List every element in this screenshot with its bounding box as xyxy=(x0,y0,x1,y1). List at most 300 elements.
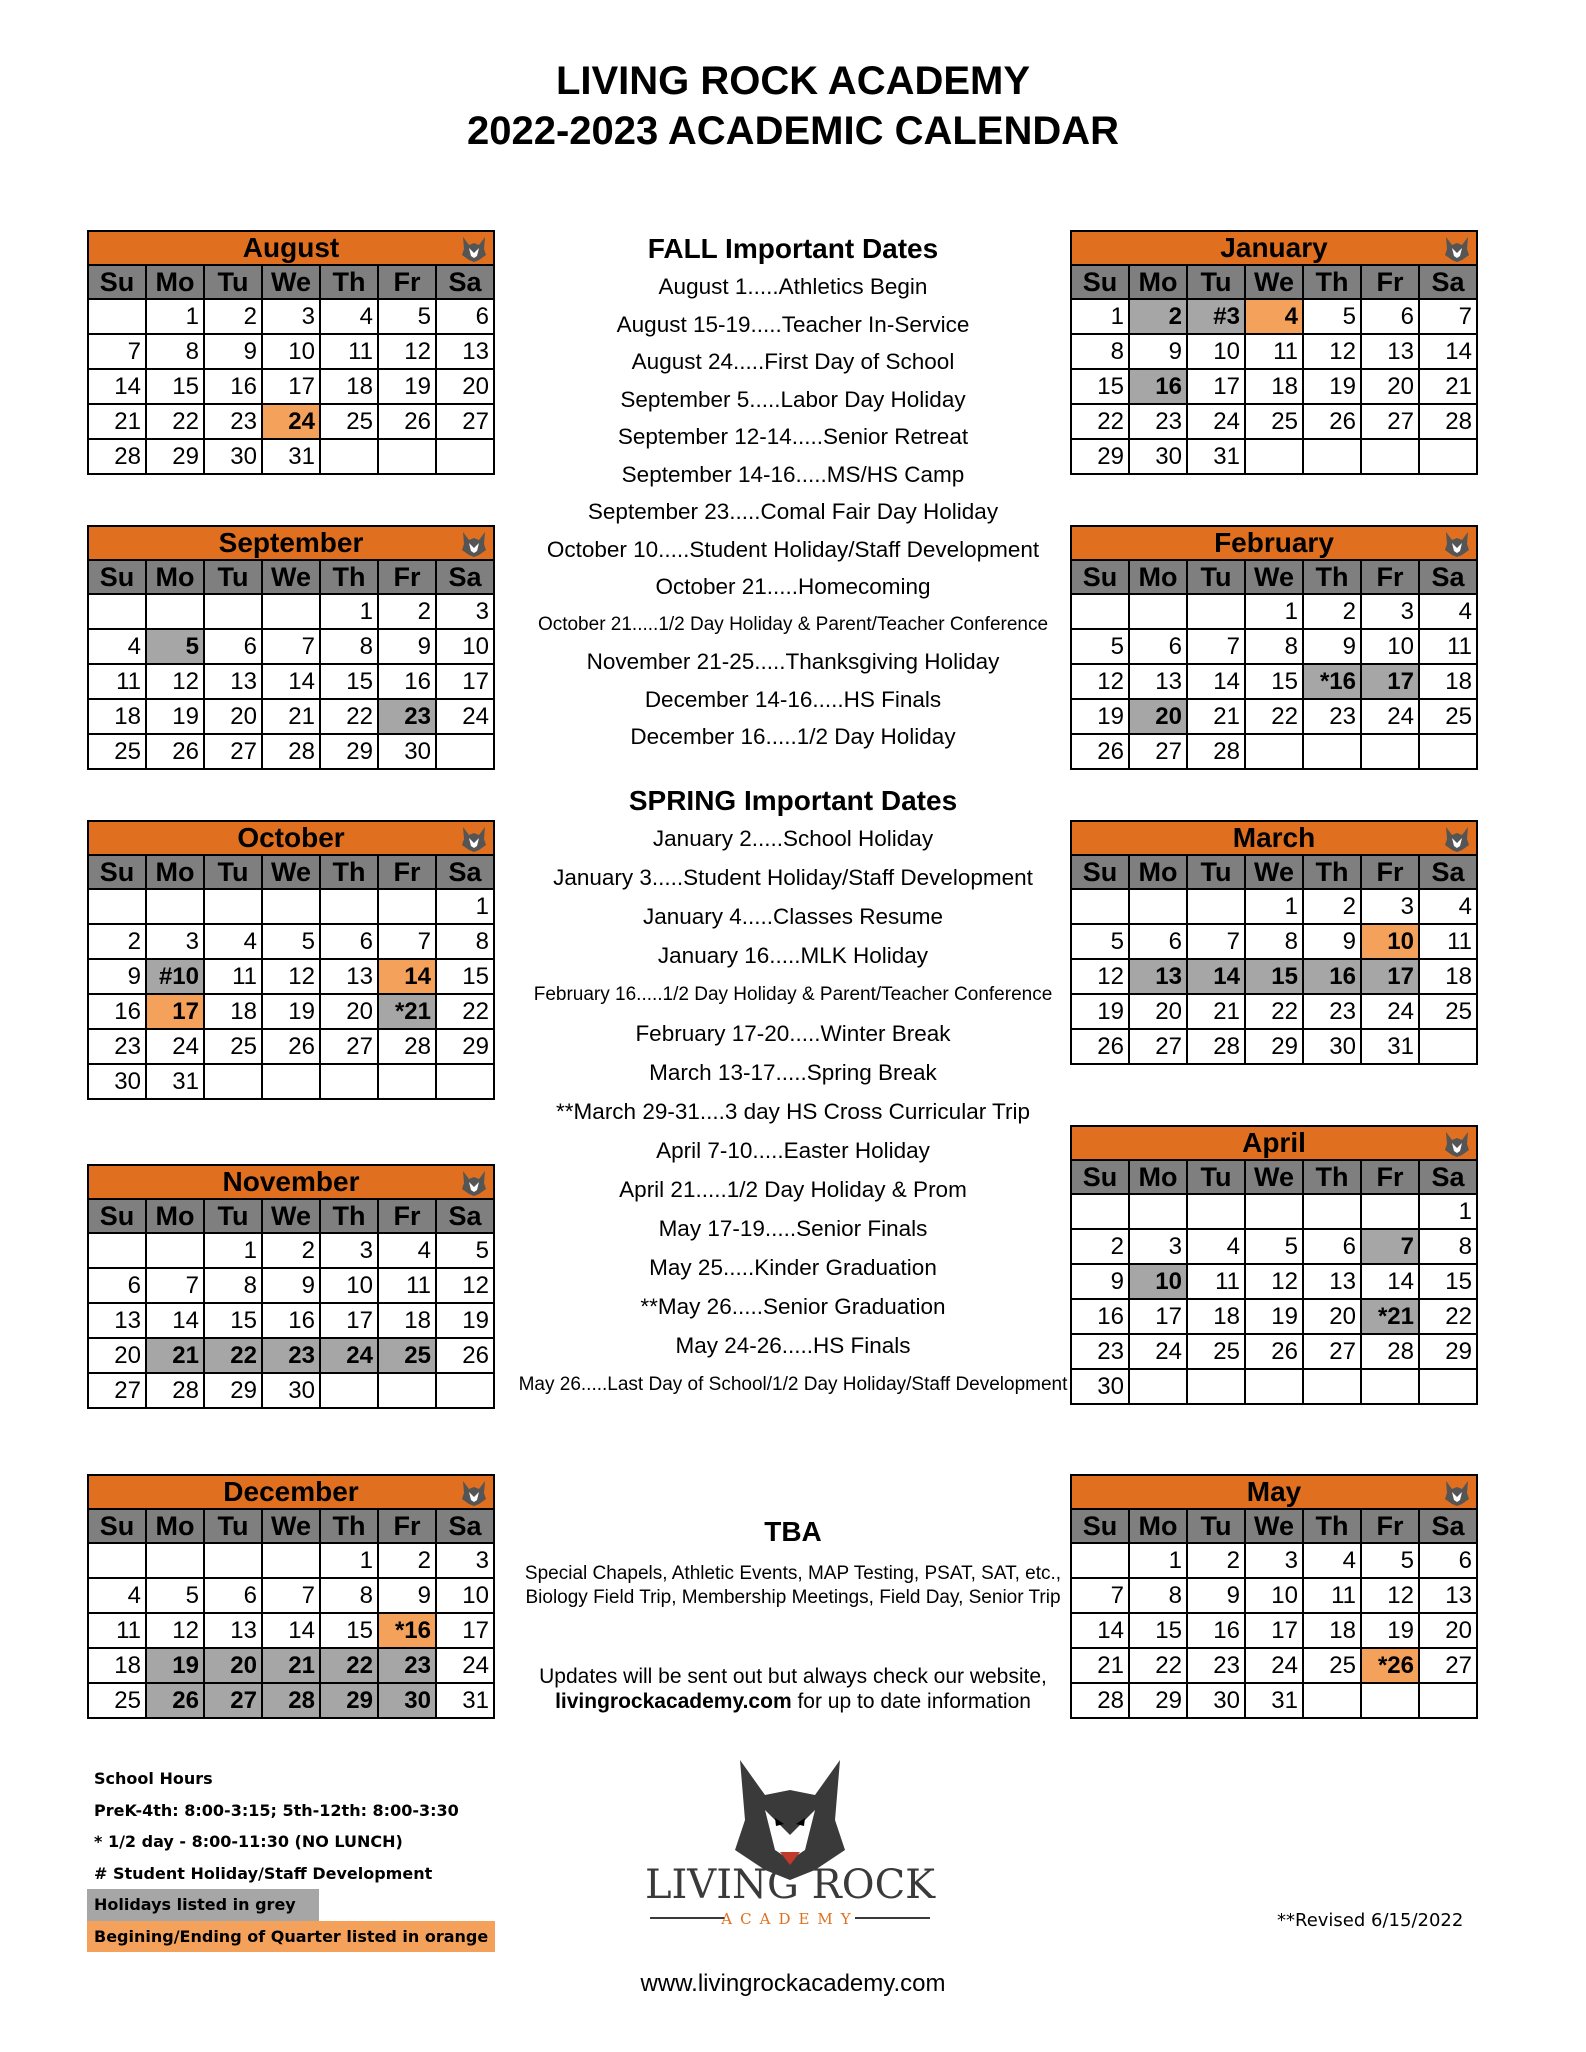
day-cell: 28 xyxy=(262,1683,320,1718)
day-cell: 21 xyxy=(262,1648,320,1683)
day-cell: 10 xyxy=(1361,924,1419,959)
day-cell: 19 xyxy=(1071,699,1129,734)
day-cell: 19 xyxy=(1361,1613,1419,1648)
day-cell: 28 xyxy=(1187,1029,1245,1064)
weekday-header: We xyxy=(262,560,320,594)
day-cell: 3 xyxy=(1361,889,1419,924)
day-cell: 13 xyxy=(1129,959,1187,994)
day-cell: 4 xyxy=(378,1233,436,1268)
day-cell: 12 xyxy=(1245,1264,1303,1299)
day-cell: 12 xyxy=(146,664,204,699)
wolf-icon xyxy=(1442,234,1472,264)
weekday-header: Mo xyxy=(1129,560,1187,594)
day-cell: 15 xyxy=(146,369,204,404)
day-cell: *16 xyxy=(1303,664,1361,699)
day-cell: 7 xyxy=(88,334,146,369)
weekday-header: Fr xyxy=(378,855,436,889)
day-cell: 6 xyxy=(204,629,262,664)
day-cell: 19 xyxy=(262,994,320,1029)
day-cell: 3 xyxy=(262,299,320,334)
weekday-header: Th xyxy=(1303,855,1361,889)
day-cell: 16 xyxy=(1187,1613,1245,1648)
day-cell xyxy=(1187,594,1245,629)
day-cell: 24 xyxy=(436,1648,494,1683)
day-cell: 29 xyxy=(1129,1683,1187,1718)
day-cell: 25 xyxy=(1419,994,1477,1029)
day-cell: 28 xyxy=(378,1029,436,1064)
day-cell: 20 xyxy=(320,994,378,1029)
weekday-header: Fr xyxy=(1361,560,1419,594)
day-cell: 18 xyxy=(1245,369,1303,404)
day-cell xyxy=(320,1373,378,1408)
fall-dates xyxy=(496,230,1090,756)
day-cell xyxy=(1303,1194,1361,1229)
day-cell xyxy=(1419,1029,1477,1064)
day-cell: 3 xyxy=(1129,1229,1187,1264)
day-cell: 26 xyxy=(1071,734,1129,769)
day-cell xyxy=(146,1543,204,1578)
day-cell: 16 xyxy=(1303,959,1361,994)
day-cell: 23 xyxy=(1129,404,1187,439)
important-date-item: April 21.....1/2 Day Holiday & Prom xyxy=(619,1177,967,1202)
day-cell: 20 xyxy=(1419,1613,1477,1648)
day-cell: 19 xyxy=(1303,369,1361,404)
day-cell: 4 xyxy=(1303,1543,1361,1578)
day-cell: 17 xyxy=(1187,369,1245,404)
day-cell: 21 xyxy=(1187,699,1245,734)
weekday-header: Su xyxy=(1071,1160,1129,1194)
day-cell: 19 xyxy=(146,699,204,734)
day-cell: 5 xyxy=(1071,924,1129,959)
day-cell: 30 xyxy=(1071,1369,1129,1404)
day-cell: 6 xyxy=(1129,629,1187,664)
day-cell: 27 xyxy=(204,734,262,769)
day-cell: 23 xyxy=(88,1029,146,1064)
day-cell xyxy=(378,1373,436,1408)
weekday-header: Mo xyxy=(146,265,204,299)
day-cell: 10 xyxy=(1245,1578,1303,1613)
day-cell: 10 xyxy=(436,1578,494,1613)
calendar-january xyxy=(1070,230,1478,475)
day-cell: 31 xyxy=(1187,439,1245,474)
day-cell xyxy=(1245,439,1303,474)
day-cell: 6 xyxy=(204,1578,262,1613)
day-cell: 15 xyxy=(1419,1264,1477,1299)
day-cell: 23 xyxy=(1303,994,1361,1029)
day-cell: 20 xyxy=(88,1338,146,1373)
wolf-icon xyxy=(1442,1478,1472,1508)
day-cell: 10 xyxy=(320,1268,378,1303)
day-cell: 11 xyxy=(1303,1578,1361,1613)
day-cell: 25 xyxy=(1245,404,1303,439)
day-cell: 17 xyxy=(1361,664,1419,699)
day-cell xyxy=(262,1543,320,1578)
important-date-item: August 1.....Athletics Begin xyxy=(658,274,928,299)
day-cell: 1 xyxy=(320,1543,378,1578)
wolf-icon xyxy=(1442,529,1472,559)
day-cell: 22 xyxy=(204,1338,262,1373)
day-cell: 24 xyxy=(1187,404,1245,439)
day-cell: 29 xyxy=(1071,439,1129,474)
day-cell: 11 xyxy=(1245,334,1303,369)
day-cell: 12 xyxy=(378,334,436,369)
weekday-header: Su xyxy=(88,1199,146,1233)
day-cell: 27 xyxy=(1419,1648,1477,1683)
day-cell: 14 xyxy=(262,1613,320,1648)
day-cell: 7 xyxy=(262,1578,320,1613)
day-cell xyxy=(146,889,204,924)
weekday-header: Th xyxy=(1303,1509,1361,1543)
day-cell: 3 xyxy=(320,1233,378,1268)
day-cell: 10 xyxy=(1361,629,1419,664)
day-cell: 18 xyxy=(1419,664,1477,699)
day-cell: 25 xyxy=(320,404,378,439)
day-cell xyxy=(1187,1194,1245,1229)
day-cell xyxy=(88,299,146,334)
day-cell: 20 xyxy=(204,699,262,734)
day-cell: 30 xyxy=(204,439,262,474)
day-cell xyxy=(1361,1194,1419,1229)
important-date-item: May 24-26.....HS Finals xyxy=(675,1333,911,1358)
day-cell: 9 xyxy=(378,629,436,664)
day-cell: 7 xyxy=(1071,1578,1129,1613)
day-cell xyxy=(1129,889,1187,924)
day-cell: 28 xyxy=(1419,404,1477,439)
day-cell: 4 xyxy=(204,924,262,959)
important-date-item: **March 29-31....3 day HS Cross Curricular Trip xyxy=(556,1099,1030,1124)
weekday-header: Sa xyxy=(1419,855,1477,889)
day-cell: 26 xyxy=(1303,404,1361,439)
day-cell xyxy=(378,889,436,924)
day-cell: 27 xyxy=(88,1373,146,1408)
day-cell: 22 xyxy=(1245,994,1303,1029)
day-cell: 9 xyxy=(204,334,262,369)
month-label: January xyxy=(1220,232,1328,263)
day-cell: 22 xyxy=(146,404,204,439)
day-cell: 3 xyxy=(146,924,204,959)
day-cell: 23 xyxy=(378,699,436,734)
day-cell: 26 xyxy=(378,404,436,439)
calendar-february xyxy=(1070,525,1478,770)
wolf-icon xyxy=(459,234,489,264)
day-cell: 29 xyxy=(1419,1334,1477,1369)
weekday-header: Tu xyxy=(204,855,262,889)
important-date-item: September 14-16.....MS/HS Camp xyxy=(621,461,965,487)
day-cell: 19 xyxy=(436,1303,494,1338)
weekday-header: Tu xyxy=(204,265,262,299)
day-cell xyxy=(1187,1369,1245,1404)
day-cell xyxy=(1419,1369,1477,1404)
important-date-item: May 17-19.....Senior Finals xyxy=(658,1216,928,1241)
day-cell: 5 xyxy=(262,924,320,959)
website-footer[interactable]: www.livingrockacademy.com xyxy=(640,1970,946,1997)
day-cell: 7 xyxy=(378,924,436,959)
day-cell xyxy=(436,1373,494,1408)
day-cell: 7 xyxy=(262,629,320,664)
weekday-header: Th xyxy=(320,265,378,299)
calendar-may xyxy=(1070,1474,1478,1719)
day-cell: 8 xyxy=(1245,924,1303,959)
day-cell: 2 xyxy=(262,1233,320,1268)
day-cell xyxy=(378,439,436,474)
day-cell: 14 xyxy=(1187,664,1245,699)
day-cell: 11 xyxy=(378,1268,436,1303)
day-cell: 22 xyxy=(1071,404,1129,439)
day-cell: 28 xyxy=(1071,1683,1129,1718)
weekday-header: Fr xyxy=(378,1509,436,1543)
day-cell: 24 xyxy=(436,699,494,734)
day-cell: 4 xyxy=(1187,1229,1245,1264)
day-cell: 22 xyxy=(320,699,378,734)
day-cell: 30 xyxy=(1303,1029,1361,1064)
day-cell: 6 xyxy=(436,299,494,334)
day-cell: 14 xyxy=(1071,1613,1129,1648)
day-cell: 25 xyxy=(204,1029,262,1064)
weekday-header: Fr xyxy=(1361,1509,1419,1543)
calendar-november xyxy=(87,1164,495,1409)
day-cell: 18 xyxy=(88,1648,146,1683)
important-date-item: August 15-19.....Teacher In-Service xyxy=(616,311,970,337)
calendar-december xyxy=(87,1474,495,1719)
day-cell xyxy=(262,594,320,629)
wolf-icon xyxy=(459,1478,489,1508)
weekday-header: We xyxy=(262,855,320,889)
day-cell: 29 xyxy=(320,734,378,769)
day-cell: 21 xyxy=(146,1338,204,1373)
month-name xyxy=(1071,821,1477,855)
weekday-header: Fr xyxy=(1361,265,1419,299)
day-cell: 16 xyxy=(378,664,436,699)
day-cell: 17 xyxy=(436,664,494,699)
day-cell: 16 xyxy=(262,1303,320,1338)
day-cell: 4 xyxy=(1245,299,1303,334)
calendar-april xyxy=(1070,1125,1478,1405)
day-cell: 8 xyxy=(146,334,204,369)
day-cell: 13 xyxy=(1303,1264,1361,1299)
weekday-header: Tu xyxy=(204,1199,262,1233)
day-cell: *21 xyxy=(378,994,436,1029)
day-cell: 6 xyxy=(320,924,378,959)
day-cell: 2 xyxy=(378,594,436,629)
day-cell: 31 xyxy=(1245,1683,1303,1718)
wolf-icon xyxy=(459,1168,489,1198)
day-cell: 6 xyxy=(1419,1543,1477,1578)
fall-title: FALL Important Dates xyxy=(647,233,939,264)
day-cell: 5 xyxy=(1245,1229,1303,1264)
important-date-item: January 16.....MLK Holiday xyxy=(657,943,929,968)
day-cell: #10 xyxy=(146,959,204,994)
day-cell: 4 xyxy=(1419,594,1477,629)
day-cell: 10 xyxy=(262,334,320,369)
day-cell: 12 xyxy=(436,1268,494,1303)
day-cell: 16 xyxy=(1129,369,1187,404)
day-cell: 29 xyxy=(146,439,204,474)
day-cell: 5 xyxy=(1071,629,1129,664)
day-cell xyxy=(262,1064,320,1099)
day-cell: 16 xyxy=(1071,1299,1129,1334)
day-cell: 2 xyxy=(88,924,146,959)
weekday-header: Th xyxy=(320,855,378,889)
day-cell: 2 xyxy=(1187,1543,1245,1578)
day-cell: 16 xyxy=(88,994,146,1029)
month-name xyxy=(1071,1126,1477,1160)
day-cell: 26 xyxy=(146,734,204,769)
day-cell xyxy=(1303,1683,1361,1718)
day-cell: 25 xyxy=(88,734,146,769)
weekday-header: Su xyxy=(88,1509,146,1543)
weekday-header: Sa xyxy=(436,265,494,299)
tba-line-2: Biology Field Trip, Membership Meetings, Field Day, Senior Trip xyxy=(525,1587,1061,1608)
day-cell: 2 xyxy=(378,1543,436,1578)
important-date-item: January 2.....School Holiday xyxy=(652,826,934,851)
day-cell xyxy=(1419,734,1477,769)
day-cell: 3 xyxy=(1361,594,1419,629)
month-label: December xyxy=(223,1476,359,1507)
day-cell: 18 xyxy=(378,1303,436,1338)
spring-dates xyxy=(496,783,1090,1404)
weekday-header: Th xyxy=(320,1199,378,1233)
day-cell: 23 xyxy=(378,1648,436,1683)
weekday-header: We xyxy=(262,265,320,299)
day-cell: 24 xyxy=(1361,994,1419,1029)
weekday-header: Sa xyxy=(436,1199,494,1233)
day-cell: 26 xyxy=(1245,1334,1303,1369)
weekday-header: Sa xyxy=(1419,1160,1477,1194)
wolf-icon xyxy=(459,824,489,854)
month-name xyxy=(88,526,494,560)
day-cell: 27 xyxy=(1129,734,1187,769)
day-cell: 15 xyxy=(320,1613,378,1648)
day-cell: 1 xyxy=(1129,1543,1187,1578)
day-cell xyxy=(1303,439,1361,474)
day-cell: 1 xyxy=(146,299,204,334)
day-cell: #3 xyxy=(1187,299,1245,334)
day-cell: 23 xyxy=(204,404,262,439)
important-date-item: April 7-10.....Easter Holiday xyxy=(656,1138,930,1163)
weekday-header: Th xyxy=(320,1509,378,1543)
important-date-item: May 26.....Last Day of School/1/2 Day Holiday/Staff Development xyxy=(518,1374,1068,1395)
day-cell: 18 xyxy=(1187,1299,1245,1334)
day-cell: 24 xyxy=(1129,1334,1187,1369)
day-cell: 14 xyxy=(262,664,320,699)
day-cell: 12 xyxy=(1303,334,1361,369)
important-date-item: **May 26.....Senior Graduation xyxy=(640,1294,946,1319)
day-cell: 5 xyxy=(1361,1543,1419,1578)
website-link-inline[interactable]: livingrockacademy.com xyxy=(555,1690,792,1713)
logo-sub: ACADEMY xyxy=(721,1910,859,1928)
weekday-header: We xyxy=(262,1509,320,1543)
day-cell: 13 xyxy=(320,959,378,994)
day-cell: 18 xyxy=(320,369,378,404)
day-cell: 14 xyxy=(1187,959,1245,994)
weekday-header: We xyxy=(1245,265,1303,299)
day-cell: 28 xyxy=(146,1373,204,1408)
month-label: October xyxy=(237,822,345,853)
day-cell: 4 xyxy=(88,1578,146,1613)
day-cell xyxy=(88,594,146,629)
important-date-item: March 13-17.....Spring Break xyxy=(649,1060,937,1085)
day-cell: 31 xyxy=(1361,1029,1419,1064)
weekday-header: Su xyxy=(88,560,146,594)
day-cell: 28 xyxy=(1187,734,1245,769)
day-cell: 8 xyxy=(1071,334,1129,369)
day-cell: 30 xyxy=(378,1683,436,1718)
day-cell xyxy=(1187,889,1245,924)
weekday-header: Su xyxy=(88,265,146,299)
day-cell: 21 xyxy=(262,699,320,734)
important-date-item: September 5.....Labor Day Holiday xyxy=(620,386,966,412)
day-cell: 14 xyxy=(378,959,436,994)
day-cell: 27 xyxy=(1129,1029,1187,1064)
day-cell xyxy=(88,1233,146,1268)
important-date-item: August 24.....First Day of School xyxy=(631,349,955,374)
important-date-item: May 25.....Kinder Graduation xyxy=(649,1255,937,1280)
day-cell: 8 xyxy=(320,629,378,664)
weekday-header: Mo xyxy=(146,1509,204,1543)
month-label: February xyxy=(1214,527,1334,558)
day-cell: 15 xyxy=(1245,959,1303,994)
day-cell: 30 xyxy=(1129,439,1187,474)
month-name xyxy=(1071,231,1477,265)
day-cell xyxy=(1303,734,1361,769)
day-cell: 17 xyxy=(1361,959,1419,994)
day-cell: 17 xyxy=(146,994,204,1029)
day-cell: 28 xyxy=(262,734,320,769)
day-cell: 26 xyxy=(262,1029,320,1064)
day-cell xyxy=(320,889,378,924)
day-cell: 13 xyxy=(1419,1578,1477,1613)
day-cell: 25 xyxy=(88,1683,146,1718)
day-cell: 18 xyxy=(204,994,262,1029)
tba-line-1: Special Chapels, Athletic Events, MAP Testing, PSAT, SAT, etc., xyxy=(524,1563,1062,1584)
day-cell xyxy=(1129,1369,1187,1404)
day-cell: 20 xyxy=(1129,994,1187,1029)
day-cell: 15 xyxy=(320,664,378,699)
day-cell: 12 xyxy=(1071,664,1129,699)
month-label: March xyxy=(1232,822,1316,853)
important-date-item: December 16.....1/2 Day Holiday xyxy=(630,724,956,749)
weekday-header: Th xyxy=(1303,265,1361,299)
day-cell: 1 xyxy=(436,889,494,924)
day-cell xyxy=(320,1064,378,1099)
day-cell: 9 xyxy=(1303,924,1361,959)
wolf-logo-icon xyxy=(630,1740,950,1940)
weekday-header: Sa xyxy=(1419,265,1477,299)
wolf-icon xyxy=(1442,1129,1472,1159)
day-cell xyxy=(1129,1194,1187,1229)
day-cell: 22 xyxy=(1245,699,1303,734)
weekday-header: Sa xyxy=(436,855,494,889)
month-label: May xyxy=(1246,1476,1302,1507)
day-cell: 8 xyxy=(1419,1229,1477,1264)
day-cell: 3 xyxy=(436,594,494,629)
weekday-header: Tu xyxy=(1187,855,1245,889)
day-cell: 6 xyxy=(1129,924,1187,959)
day-cell: 21 xyxy=(1419,369,1477,404)
day-cell: 21 xyxy=(1187,994,1245,1029)
important-date-item: October 21.....Homecoming xyxy=(655,574,931,599)
calendar-september xyxy=(87,525,495,770)
day-cell: 5 xyxy=(146,629,204,664)
tba-section xyxy=(496,1512,1090,1610)
day-cell xyxy=(1245,1194,1303,1229)
important-date-item: September 23.....Comal Fair Day Holiday xyxy=(587,499,999,524)
day-cell: 6 xyxy=(88,1268,146,1303)
legend-grey: Holidays listed in grey xyxy=(87,1889,319,1921)
day-cell: 15 xyxy=(1245,664,1303,699)
updates-line-2: for up to date information xyxy=(791,1690,1031,1713)
wolf-icon xyxy=(1442,824,1472,854)
